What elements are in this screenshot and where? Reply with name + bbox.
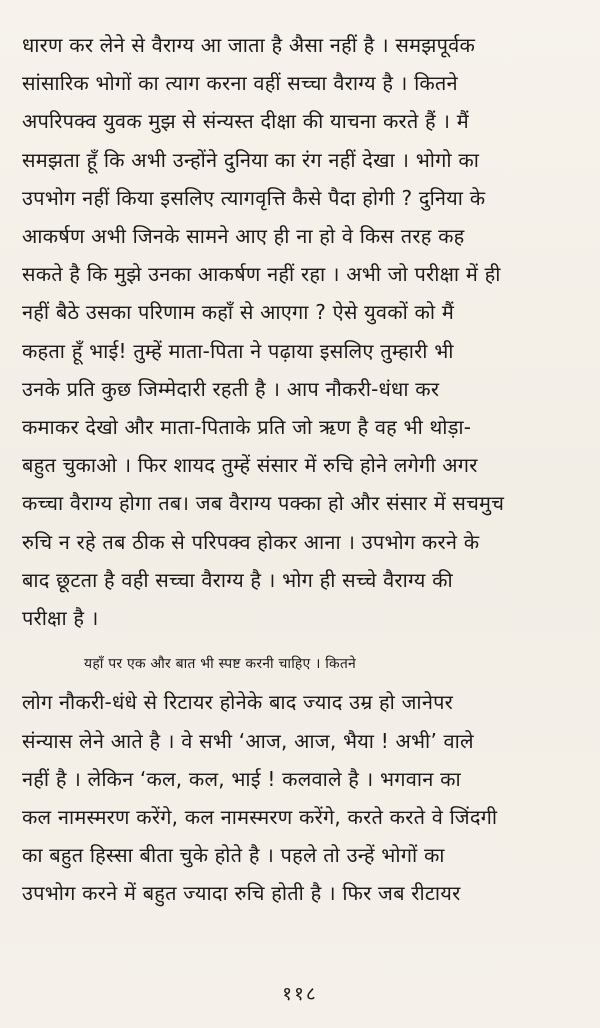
text-line: उनके प्रति कुछ जिम्मेदारी रहती है । आप नौकरी-धंधा कर (22, 376, 440, 401)
text-line: परीक्षा है । (22, 606, 99, 631)
text-line: यहाँ पर एक और बात भी स्पष्ट करनी चाहिए । कितने (84, 656, 356, 673)
text-line: धारण कर लेने से वैराग्य आ जाता है अैसा नहीं है । समझपूर्वक (22, 33, 476, 57)
text-line: संन्यास लेने आते है । वे सभी ‘आज, आज, भैया ! अभी’ वाले (22, 728, 474, 753)
text-line: कच्चा वैराग्य होगा तब। जब वैराग्य पक्का हो और संसार में सचमुच (22, 491, 505, 516)
text-line: कल नामस्मरण करेंगे, कल नामस्मरण करेंगे, करते करते वे जिंदगी (22, 805, 498, 830)
text-line: समझता हूँ कि अभी उन्होंने दुनिया का रंग नहीं देखा । भोगो का (22, 147, 480, 172)
text-line: कमाकर देखो और माता-पिताके प्रति जो ऋण है वह भी थोड़ा- (22, 415, 472, 440)
paragraph (22, 26, 578, 637)
text-line: रुचि न रहे तब ठीक से परिपक्व होकर आना । उपभोग करने के (22, 529, 480, 554)
text-line: नहीं है । लेकिन ‘कल, कल, भाई ! कलवाले है । भगवान का (22, 766, 461, 791)
text-line: आकर्षण अभी जिनके सामने आए ही ना हो वे किस तरह कह (22, 224, 465, 249)
page-body-text (22, 26, 578, 913)
page-number: ११८ (282, 983, 318, 1005)
text-line: सांसारिक भोगों का त्याग करना वहीं सच्चा वैराग्य है । कितने (22, 71, 458, 96)
text-line: अपरिपक्व युवक मुझ से संन्यस्त दीक्षा की याचना करते हैं । मैं (22, 109, 469, 134)
text-line: लोग नौकरी-धंधे से रिटायर होनेके बाद ज्याद उम्र हो जानेपर (22, 690, 454, 715)
text-line: बहुत चुकाओ । फिर शायद तुम्हें संसार में रुचि होने लगेगी अगर (22, 453, 478, 478)
text-line: उपभोग नहीं किया इसलिए त्यागवृत्ति कैसे पैदा होगी ? दुनिया के (22, 185, 486, 210)
text-line: का बहुत हिस्सा बीता चुके होते है । पहले तो उन्हें भोगों का (22, 843, 445, 868)
text-line: बाद छूटता है वही सच्चा वैराग्य है । भोग ही सच्चे वैराग्य की (22, 567, 453, 592)
paragraph (22, 645, 578, 912)
text-line: सकते है कि मुझे उनका आकर्षण नहीं रहा । अभी जो परीक्षा में ही (22, 262, 501, 287)
text-line: उपभोग करने में बहुत ज्यादा रुचि होती है । फिर जब रीटायर (22, 881, 461, 906)
text-line: कहता हूँ भाई! तुम्हें माता-पिता ने पढ़ाया इसलिए तुम्हारी भी (22, 338, 454, 363)
text-line: नहीं बैठे उसका परिणाम कहाँ से आएगा ? ऐसे युवकों को मैं (22, 300, 454, 325)
